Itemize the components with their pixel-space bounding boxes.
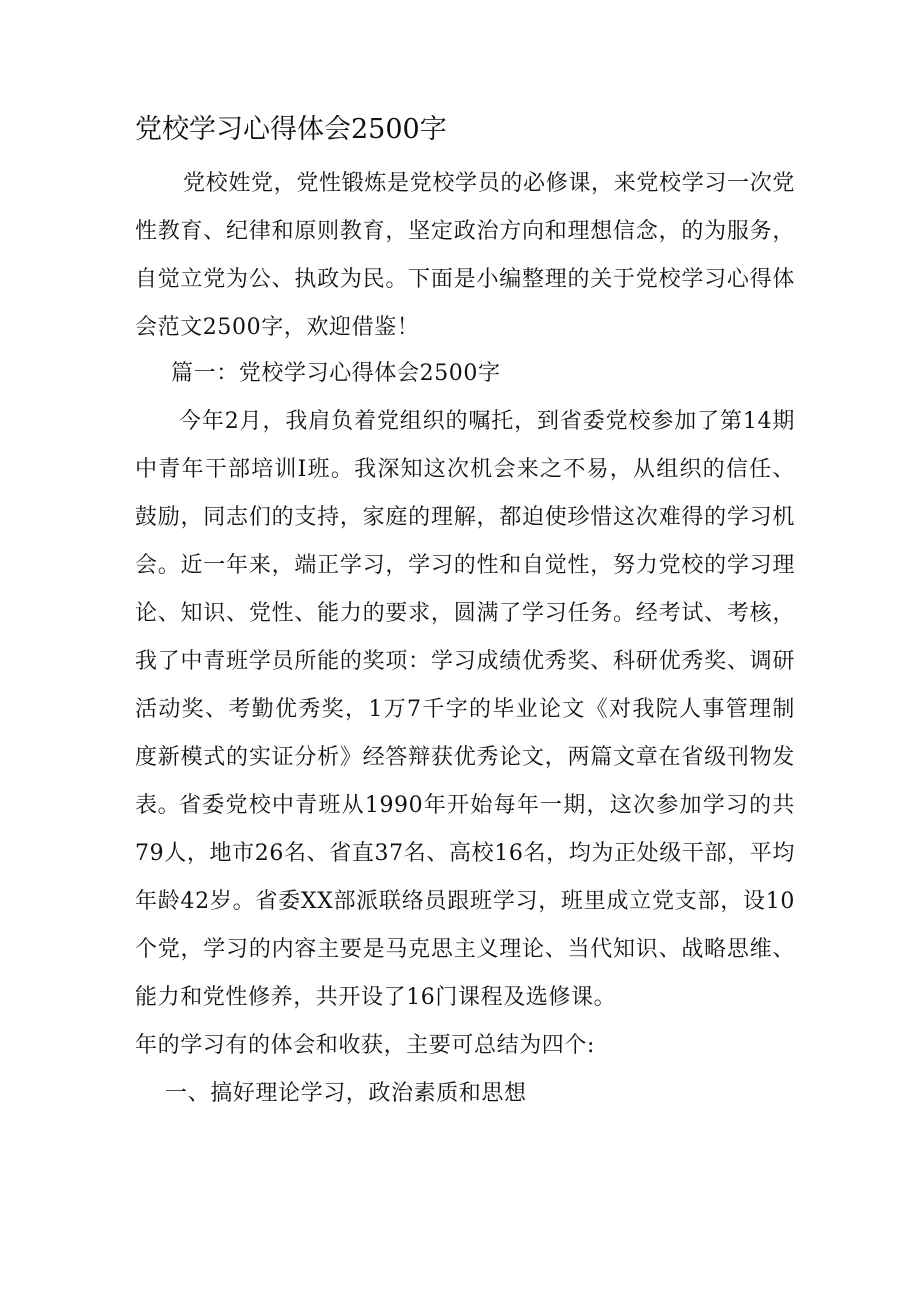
intro-paragraph: 党校姓党，党性锻炼是党校学员的必修课，来党校学习一次党性教育、纪律和原则教育，坚定政治方向和理想信念，的为服务，自觉立党为公、执政为民。下面是小编整理的关于党校学习心得体会范文2500字，欢迎借鉴！ bbox=[135, 171, 795, 340]
document-title: 党校学习心得体会2500字 bbox=[135, 114, 447, 145]
body-paragraph-3: 年的学习有的体会和收获，主要可总结为四个: bbox=[135, 1033, 596, 1058]
chapter-heading: 篇一：党校学习心得体会2500字 bbox=[171, 361, 501, 386]
body-paragraph-1: 今年2月，我肩负着党组织的嘱托，到省委党校参加了第14期中青年干部培训Ⅰ班。我深知这次机会来之不易，从组织的信任、鼓励，同志们的支持，家庭的理解，都迫使珍惜这次难得的学习机会。近一年来，端正学习，学习的性和自觉性，努力党校的学习理论、知识、党性、能力的要求，圆满了学习任务。经考试、考核，我了中青班学员所能的奖项：学习成绩优秀奖、科研优秀奖、调研活动奖、考勤优秀奖，1万7千字的毕业论文《对我院人事管理制度新模式的实证分析》经答辩获优秀论文，两篇文章在省级刊物发表。 bbox=[135, 409, 795, 818]
section-heading-1: 一、搞好理论学习，政治素质和思想 bbox=[165, 1081, 527, 1106]
body-paragraph-2: 省委党校中青班从1990年开始每年一期，这次参加学习的共79人，地市26名、省直37名、高校16名，均为正处级干部，平均年龄42岁。省委XX部派联络员跟班学习，班里成立党支部，设10个党，学习的内容主要是马克思主义理论、当代知识、战略思维、能力和党性修养，共开设了16门课程及选修课。 bbox=[135, 793, 795, 1010]
